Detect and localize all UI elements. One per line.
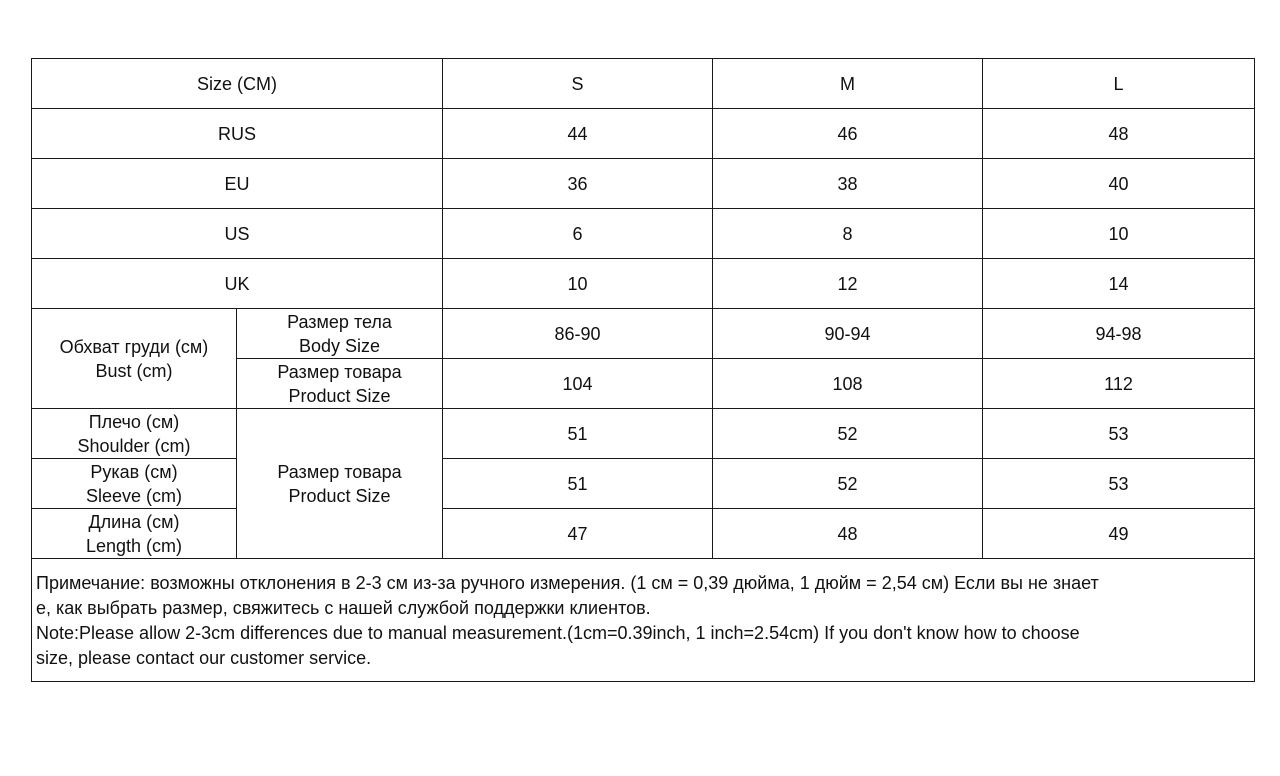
product-size-label-en: Product Size [288, 385, 391, 406]
table-row-shoulder [32, 409, 1255, 459]
table-cell: 90-94 [713, 309, 983, 359]
table-cell: 47 [443, 509, 713, 559]
row-label: UK [32, 259, 443, 309]
shoulder-label [32, 409, 237, 459]
size-chart-table [31, 58, 1255, 682]
size-m-header: M [713, 59, 983, 109]
product-size-label [237, 359, 443, 409]
table-row-note [32, 559, 1255, 682]
product-size-group-en: Product Size [288, 485, 391, 506]
table-cell: 38 [713, 159, 983, 209]
table-cell: 53 [983, 409, 1255, 459]
bust-label [32, 309, 237, 409]
table-cell: 49 [983, 509, 1255, 559]
table-cell: 112 [983, 359, 1255, 409]
body-size-label [237, 309, 443, 359]
table-cell: 108 [713, 359, 983, 409]
table-row-bust-body [32, 309, 1255, 359]
table-header-row [32, 59, 1255, 109]
table-cell: 53 [983, 459, 1255, 509]
note-line-en-2: size, please contact our customer service. [36, 648, 372, 668]
size-l-header: L [983, 59, 1255, 109]
length-label-ru: Длина (см) [88, 511, 180, 532]
sleeve-label-ru: Рукав (см) [90, 461, 178, 482]
table-row-sleeve [32, 459, 1255, 509]
note-line-en-1: Note:Please allow 2-3cm differences due to manual measurement.(1cm=0.39inch, 1 inch=2.54cm) If you don't know how to choose [36, 623, 1080, 643]
table-cell: 94-98 [983, 309, 1255, 359]
size-s-header: S [443, 59, 713, 109]
table-cell: 6 [443, 209, 713, 259]
table-cell: 48 [983, 109, 1255, 159]
table-cell: 10 [443, 259, 713, 309]
table-cell: 40 [983, 159, 1255, 209]
shoulder-label-ru: Плечо (см) [88, 411, 180, 432]
product-size-label-ru: Размер товара [277, 361, 402, 382]
table-row-length [32, 509, 1255, 559]
row-label: EU [32, 159, 443, 209]
length-label-en: Length (cm) [85, 535, 183, 556]
size-header-label: Size (CM) [32, 59, 443, 109]
product-size-group-label [237, 409, 443, 559]
table-row-eu [32, 159, 1255, 209]
table-cell: 52 [713, 459, 983, 509]
bust-label-ru: Обхват груди (см) [59, 336, 209, 357]
table-cell: 36 [443, 159, 713, 209]
note-line-ru-2: е, как выбрать размер, свяжитесь с нашей службой поддержки клиентов. [36, 598, 651, 618]
length-label [32, 509, 237, 559]
row-label: US [32, 209, 443, 259]
table-cell: 12 [713, 259, 983, 309]
table-row-rus [32, 109, 1255, 159]
body-size-label-ru: Размер тела [287, 311, 392, 332]
sleeve-label-en: Sleeve (cm) [85, 485, 183, 506]
note-line-ru-1: Примечание: возможны отклонения в 2-3 см из-за ручного измерения. (1 см = 0,39 дюйма, 1 дюйм = 2,54 см) Если вы не знает [36, 573, 1099, 593]
shoulder-label-en: Shoulder (cm) [77, 435, 191, 456]
measurement-note [32, 559, 1255, 682]
row-label: RUS [32, 109, 443, 159]
table-cell: 8 [713, 209, 983, 259]
table-cell: 51 [443, 409, 713, 459]
table-cell: 48 [713, 509, 983, 559]
table-row-us [32, 209, 1255, 259]
sleeve-label [32, 459, 237, 509]
table-cell: 46 [713, 109, 983, 159]
table-cell: 44 [443, 109, 713, 159]
table-cell: 51 [443, 459, 713, 509]
product-size-group-ru: Размер товара [277, 461, 402, 482]
table-cell: 14 [983, 259, 1255, 309]
table-cell: 86-90 [443, 309, 713, 359]
body-size-label-en: Body Size [298, 335, 381, 356]
bust-label-en: Bust (cm) [95, 360, 173, 381]
table-cell: 104 [443, 359, 713, 409]
table-cell: 52 [713, 409, 983, 459]
table-row-uk [32, 259, 1255, 309]
table-cell: 10 [983, 209, 1255, 259]
